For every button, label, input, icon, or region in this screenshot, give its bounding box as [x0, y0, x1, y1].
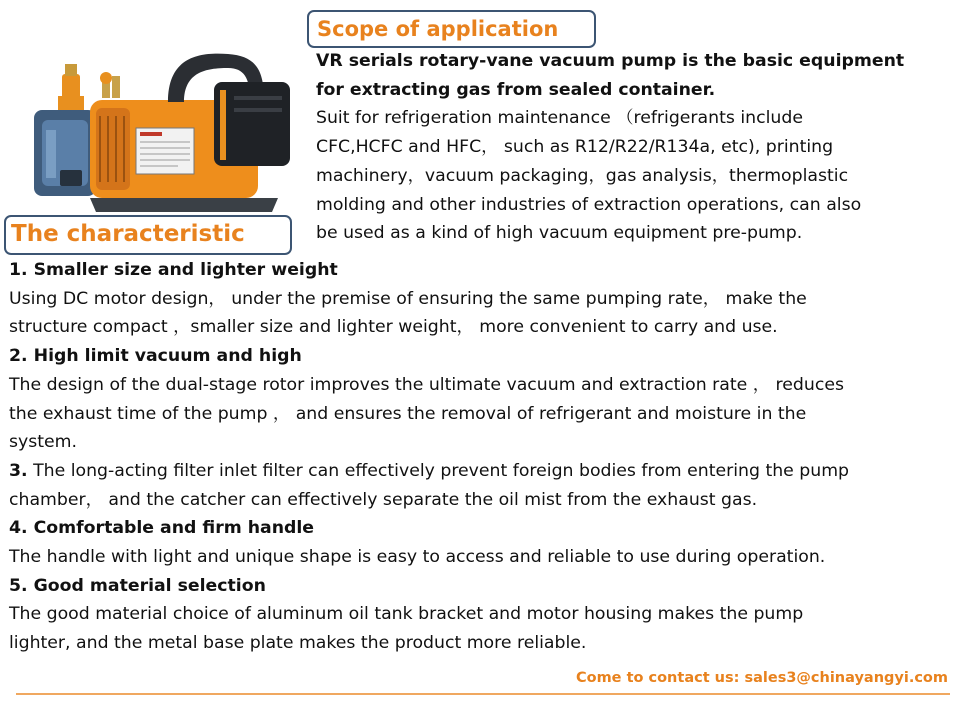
item-line: The design of the dual-stage rotor improves the ultimate vacuum and extraction rate ， reduces: [9, 374, 844, 395]
scope-lead-line: VR serials rotary-vane vacuum pump is the basic equipment: [316, 51, 905, 71]
scope-heading: Scope of application: [307, 10, 596, 48]
item-number: 3.: [9, 460, 28, 481]
vacuum-pump-icon: [28, 50, 300, 220]
characteristic-list: [9, 256, 849, 658]
item-line: The handle with light and unique shape is easy to access and reliable to use during operation.: [9, 547, 826, 568]
item-line-numbered: [9, 457, 849, 486]
item-line: Using DC motor design， under the premise of ensuring the same pumping rate， make the: [9, 288, 807, 309]
item-title: 2. High limit vacuum and high: [9, 346, 302, 367]
scope-body-line: CFC,HCFC and HFC， such as R12/R22/R134a, etc), printing: [316, 137, 834, 158]
scope-body-line: be used as a kind of high vacuum equipment pre-pump.: [316, 223, 803, 244]
contact-line: Come to contact us: sales3@chinayangyi.com: [575, 670, 948, 686]
item-title: 1. Smaller size and lighter weight: [9, 260, 338, 280]
item-line: The good material choice of aluminum oil tank bracket and motor housing makes the pump: [9, 604, 804, 625]
item-line: The long-acting filter inlet filter can effectively prevent foreign bodies from entering the pump: [27, 460, 850, 481]
item-title: 4. Comfortable and firm handle: [9, 518, 315, 539]
item-line: chamber， and the catcher can effectively separate the oil mist from the exhaust gas.: [9, 489, 758, 510]
item-line: lighter, and the metal base plate makes the product more reliable.: [9, 633, 587, 654]
item-line: structure compact ，smaller size and lighter weight， more convenient to carry and use.: [9, 317, 778, 338]
scope-text: [316, 47, 904, 248]
scope-lead-line: for extracting gas from sealed container.: [316, 79, 716, 100]
scope-body-line: molding and other industries of extraction operations, can also: [316, 194, 862, 215]
footer-divider: [16, 693, 950, 695]
scope-body-line: Suit for refrigeration maintenance （refrigerants include: [316, 108, 803, 129]
item-line: the exhaust time of the pump ， and ensures the removal of refrigerant and moisture in the: [9, 403, 807, 424]
characteristic-heading: The characteristic: [4, 215, 292, 255]
scope-body-line: machinery，vacuum packaging，gas analysis，thermoplastic: [316, 165, 849, 186]
item-title: 5. Good material selection: [9, 575, 266, 596]
item-line: system.: [9, 432, 77, 453]
